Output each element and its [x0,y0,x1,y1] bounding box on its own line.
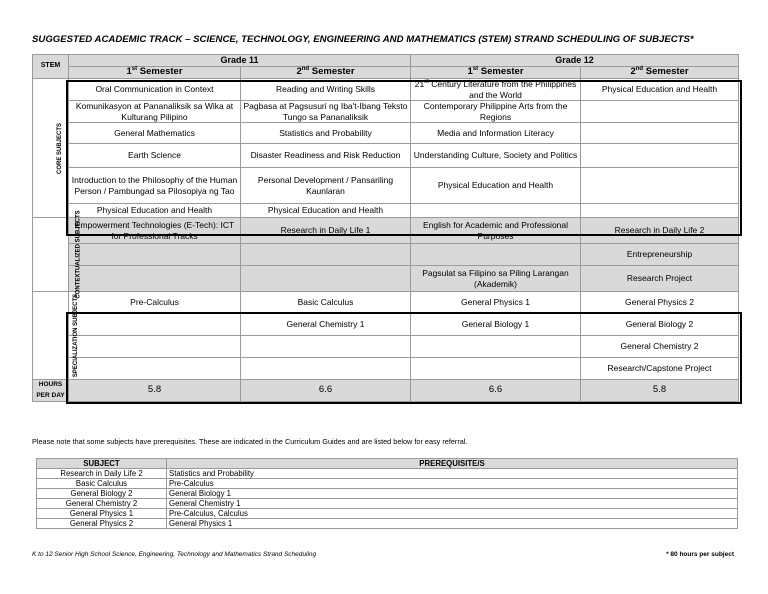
specialization-category-label: SPECIALIZATION SUBJECTS [33,292,69,380]
schedule-cell [241,244,411,266]
footer-hours-note: * 80 hours per subject [666,551,734,558]
schedule-cell: Earth Science [69,144,241,168]
hours-value: 6.6 [411,380,581,402]
contextualized-row [33,266,739,292]
specialization-row [33,358,739,380]
schedule-cell [69,244,241,266]
schedule-cell: Pagsulat sa Filipino sa Piling Larangan (Akademik) [411,266,581,292]
schedule-cell [69,336,241,358]
schedule-table [32,54,739,402]
schedule-cell [69,358,241,380]
schedule-cell: Media and Information Literacy [411,123,581,144]
schedule-cell: Pagbasa at Pagsusuri ng Iba't-Ibang Teksto Tungo sa Pananaliksik [241,101,411,123]
schedule-cell: Physical Education and Health [69,204,241,218]
schedule-cell [581,101,739,123]
schedule-cell: Basic Calculus [241,292,411,314]
prerequisite-row [37,519,738,529]
specialization-row [33,292,739,314]
grade11-header: Grade 11 [69,55,411,67]
core-row [33,101,739,123]
schedule-cell: Contemporary Philippine Arts from the Regions [411,101,581,123]
prerequisite-row [37,499,738,509]
contextualized-row [33,244,739,266]
specialization-row [33,336,739,358]
contextualized-row [33,218,739,244]
schedule-cell: Research in Daily Life 1 [241,218,411,244]
subject-cell: Research in Daily Life 2 [37,469,167,479]
hours-value: 6.6 [241,380,411,402]
schedule-cell: Reading and Writing Skills [241,79,411,101]
prerequisite-cell: General Biology 1 [167,489,738,499]
prerequisite-row [37,509,738,519]
schedule-cell: Research/Capstone Project [581,358,739,380]
schedule-cell [241,266,411,292]
prerequisite-cell: General Chemistry 1 [167,499,738,509]
schedule-cell: Understanding Culture, Society and Politics [411,144,581,168]
schedule-cell: Physical Education and Health [241,204,411,218]
schedule-cell [411,358,581,380]
schedule-cell: General Mathematics [69,123,241,144]
strand-label: STEM [33,55,69,79]
schedule-cell: Komunikasyon at Pananaliksik sa Wika at Kulturang Pilipino [69,101,241,123]
prerequisite-row [37,469,738,479]
subject-cell: General Chemistry 2 [37,499,167,509]
schedule-cell: General Biology 2 [581,314,739,336]
schedule-cell: Disaster Readiness and Risk Reduction [241,144,411,168]
schedule-cell: General Physics 1 [411,292,581,314]
prerequisite-header-row [37,459,738,469]
schedule-cell [581,144,739,168]
g12-sem1-header: 1st Semester [411,67,581,79]
core-row [33,168,739,204]
core-row [33,144,739,168]
prerequisite-note: Please note that some subjects have prerequisites. These are indicated in the Curriculum Guides and are listed below for easy referral. [32,437,468,446]
schedule-cell: General Chemistry 1 [241,314,411,336]
prerequisite-row [37,479,738,489]
schedule-cell [581,123,739,144]
schedule-cell [581,204,739,218]
schedule-cell: Physical Education and Health [581,79,739,101]
schedule-cell [411,204,581,218]
core-row [33,204,739,218]
g11-sem1-header: 1st Semester [69,67,241,79]
subject-cell: Basic Calculus [37,479,167,489]
hours-value: 5.8 [69,380,241,402]
prerequisite-cell: Statistics and Probability [167,469,738,479]
prerequisite-cell: Pre-Calculus [167,479,738,489]
prerequisite-column-header: PREREQUISITE/S [167,459,738,469]
schedule-cell: Personal Development / Pansariling Kaunlaran [241,168,411,204]
schedule-cell: General Chemistry 2 [581,336,739,358]
hours-label: HOURS PER DAY [33,380,69,402]
schedule-cell [411,336,581,358]
subject-cell: General Physics 2 [37,519,167,529]
schedule-cell: General Biology 1 [411,314,581,336]
hours-row [33,380,739,402]
core-row [33,123,739,144]
prerequisite-row [37,489,738,499]
schedule-cell [241,336,411,358]
core-category-label: CORE SUBJECTS [33,79,69,218]
schedule-cell: Oral Communication in Context [69,79,241,101]
schedule-cell: Entrepreneurship [581,244,739,266]
footer-document-name: K to 12 Senior High School Science, Engineering, Technology and Mathematics Strand Scheduling [32,551,317,558]
g12-sem2-header: 2nd Semester [581,67,739,79]
semester-header-row [33,67,739,79]
prerequisite-cell: General Physics 1 [167,519,738,529]
schedule-cell: Statistics and Probability [241,123,411,144]
subject-column-header: SUBJECT [37,459,167,469]
schedule-cell [241,358,411,380]
grade12-header: Grade 12 [411,55,739,67]
schedule-cell: 21st Century Literature from the Philippines and the World [411,79,581,101]
prerequisite-table [36,458,738,529]
schedule-cell [69,266,241,292]
grade-header-row [33,55,739,67]
core-row [33,79,739,101]
schedule-cell [69,314,241,336]
hours-value: 5.8 [581,380,739,402]
schedule-cell [411,244,581,266]
schedule-cell: Research Project [581,266,739,292]
prerequisite-cell: Pre-Calculus, Calculus [167,509,738,519]
schedule-cell: Research in Daily Life 2 [581,218,739,244]
schedule-cell: Pre-Calculus [69,292,241,314]
schedule-cell: Physical Education and Health [411,168,581,204]
contextualized-category-label: CONTEXTUALIZED SUBJECTS [33,218,69,292]
schedule-cell [581,168,739,204]
subject-cell: General Physics 1 [37,509,167,519]
document-title: SUGGESTED ACADEMIC TRACK – SCIENCE, TECHNOLOGY, ENGINEERING AND MATHEMATICS (STEM) STRAND SCHEDULING OF SUBJECTS* [32,34,694,45]
schedule-cell: English for Academic and Professional Purposes [411,218,581,244]
g11-sem2-header: 2nd Semester [241,67,411,79]
specialization-row [33,314,739,336]
schedule-cell: Empowerment Technologies (E-Tech): ICT for Professional Tracks [69,218,241,244]
schedule-cell: General Physics 2 [581,292,739,314]
schedule-cell: Introduction to the Philosophy of the Human Person / Pambungad sa Pilosopiya ng Tao [69,168,241,204]
subject-cell: General Biology 2 [37,489,167,499]
